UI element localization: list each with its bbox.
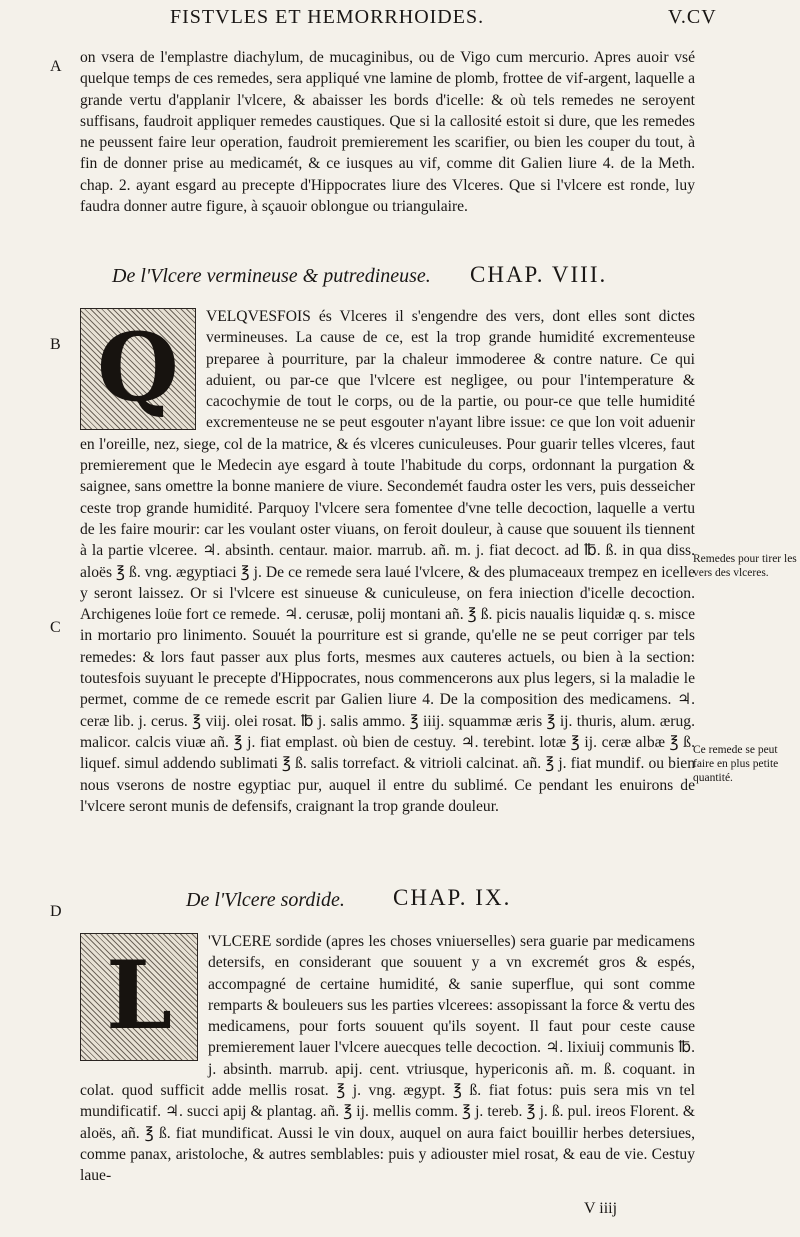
- margin-letter-a: A: [50, 58, 62, 75]
- side-note-remedes: Remedes pour tirer les vers des vlceres.: [693, 553, 797, 579]
- opening-paragraph: [80, 47, 695, 217]
- chapter-8-label: CHAP. VIII.: [470, 262, 608, 287]
- chapter-8-body: [80, 306, 695, 817]
- chapter-9-text: 'VLCERE sordide (apres les choses vniuerselles) sera guarie par medicamens detersifs, en considerant que souuent y a vn excremét gros & espés, accompagné de certaine humidité, & sanie superflue, qui sont comme remparts & bouleuers sus les parties vlcerees: assopissant la force & vertu des medicamens, pour forts souuent qu'ils soyent. Il faut pour ceste cause premierement lauer l'vlcere auecques telle decoction. ♃. lixiuij communis ℔. j. absinth. marrub. apij. cent. vtriusque, hypericonis añ. m. ß. coquant. in colat. quod sufficit adde mellis rosat. ℥ j. vng. ægypt. ℥ ß. fiat fotus: puis sera mis vn tel mundificatif. ♃. succi apij & plantag. añ. ℥ ij. mellis comm. ℥ j. tereb. ℥ j. ß. pul. ireos Florent. & aloës, añ. ℥ ß. fiat mundificat. Aussi le vin doux, auquel on aura faict bouillir herbes detersiues, comme panax, aristoloche, & autres semblables: puis y adiouster miel rosat, & eau de vie. Cestuy laue-: [80, 933, 695, 1185]
- decorated-initial-q: [80, 308, 196, 430]
- margin-letter-b: B: [50, 336, 61, 353]
- chapter-9-title: De l'Vlcere sordide.: [186, 889, 345, 911]
- side-note-quantite: Ce remede se peut faire en plus petite quantité.: [693, 744, 779, 784]
- chapter-9-label: CHAP. IX.: [393, 885, 512, 910]
- paragraph-text: on vsera de l'emplastre diachylum, de mucaginibus, ou de Vigo cum mercurio. Apres auoir vsé quelque temps de ces remedes, sera appliqué vne lamine de plomb, frottee de vif-argent, laquelle a grande vertu d'applanir l'vlcere, & abaisser les bords d'icelle: & où tels remedes ne seroyent suffisans, faudroit appliquer remedes caustiques. Que si la callosité estoit si dure, que les remedes ne peussent faire leur operation, faudroit premierement les scarifier, ou bien les couper du tout, à fin de donner prise au medicamét, & ce iusques au vif, comme dit Galien liure 4. de la Meth. chap. 2. ayant esgard au precepte d'Hippocrates liure des Vlceres. Que si l'vlcere est ronde, luy faudra donner autre figure, à sçauoir oblongue ou triangulaire.: [80, 49, 695, 216]
- signature-mark: V iiij: [584, 1200, 618, 1217]
- running-head-title: FISTVLES ET HEMORRHOIDES.: [170, 6, 485, 28]
- chapter-8-title: De l'Vlcere vermineuse & putredineuse.: [112, 265, 431, 287]
- folio-number: V.CV: [668, 6, 717, 28]
- decorated-initial-l: [80, 933, 198, 1061]
- margin-letter-d: D: [50, 903, 62, 920]
- initial-letter: L: [105, 941, 173, 1052]
- chapter-8-text: VELQVESFOIS és Vlceres il s'engendre des vers, dont elles sont dictes vermineuses. La cause de ce, est la trop grande humidité excrementeuse preparee à pourriture, par la chaleur immoderee & contre nature. Ce qui aduient, ou par-ce que l'vlcere est negligee, ou pour l'intemperature & cacochymie de tout le corps, ou de la partie, ou pour-ce que telle humidité excrementeuse ne se peut esgouter n'ayant libre issue: ce que lon voit aduenir en l'oreille, nez, siege, col de la matrice, & és vlceres cuniculeuses. Pour guarir telles vlceres, faut premierement que le Medecin aye esgard à toute l'habitude du corps, ordonnant la purgation & saignee, sans omettre la bonne maniere de viure. Secondemét faudra oster les vers, puis desseicher ceste trop grande humidité. Parquoy l'vlcere sera fomentee d'vne telle decoction, laquelle a vertu de les faire mourir: car les voulant oster viuans, on feroit douleur, à cause que souuent ils tiennent à la partie vlceree. ♃. absinth. centaur. maior. marrub. añ. m. j. fiat decoct. ad ℔. ß. in qua diss. aloës ℥ ß. vng. ægyptiaci ℥ j. De ce remede sera laué l'vlcere, & des plumaceaux trempez en icelle y seront laissez. Or si l'vlcere est sinueuse & cuniculeuse, on fera iniection d'icelle decoction. Archigenes loüe fort ce remede. ♃. cerusæ, polij montani añ. ℥ ß. picis naualis liquidæ q. s. misce in mortario pro linimento. Souuét la pourriture est si grande, qu'elle ne se peut corriger par tels remedes: & lors faut passer aux plus forts, mesmes aux cauteres actuels, ou bien à la section: toutesfois suyuant le precepte d'Hippocrates, nous commencerons aux plus legers, si la maladie le permet, comme de ce remede escrit par Galien liure 4. De la composition des medicamens. ♃. ceræ lib. j. cerus. ℥ viij. olei rosat. ℔ j. salis ammo. ℥ iiij. squammæ æris ℥ ij. thuris, alum. ærug. malicor. calcis viuæ añ. ℥ j. fiat emplast. où bien de cestuy. ♃. terebint. lotæ ℥ ij. ceræ albæ ℥ ß. liquef. simul addendo sublimati ℥ ß. salis torrefact. & vitrioli calcinat. añ. ℥ j. fiat mundif. ou bien nous vserons de nostre egyptiac pur, auquel il entre du sublimé. Ce pendant les enuirons de l'vlcere seront munis de defensifs, craignant la trop grande douleur.: [80, 308, 695, 815]
- margin-letter-c: C: [50, 619, 61, 636]
- chapter-9-body: [80, 931, 695, 1187]
- initial-letter: Q: [97, 313, 179, 424]
